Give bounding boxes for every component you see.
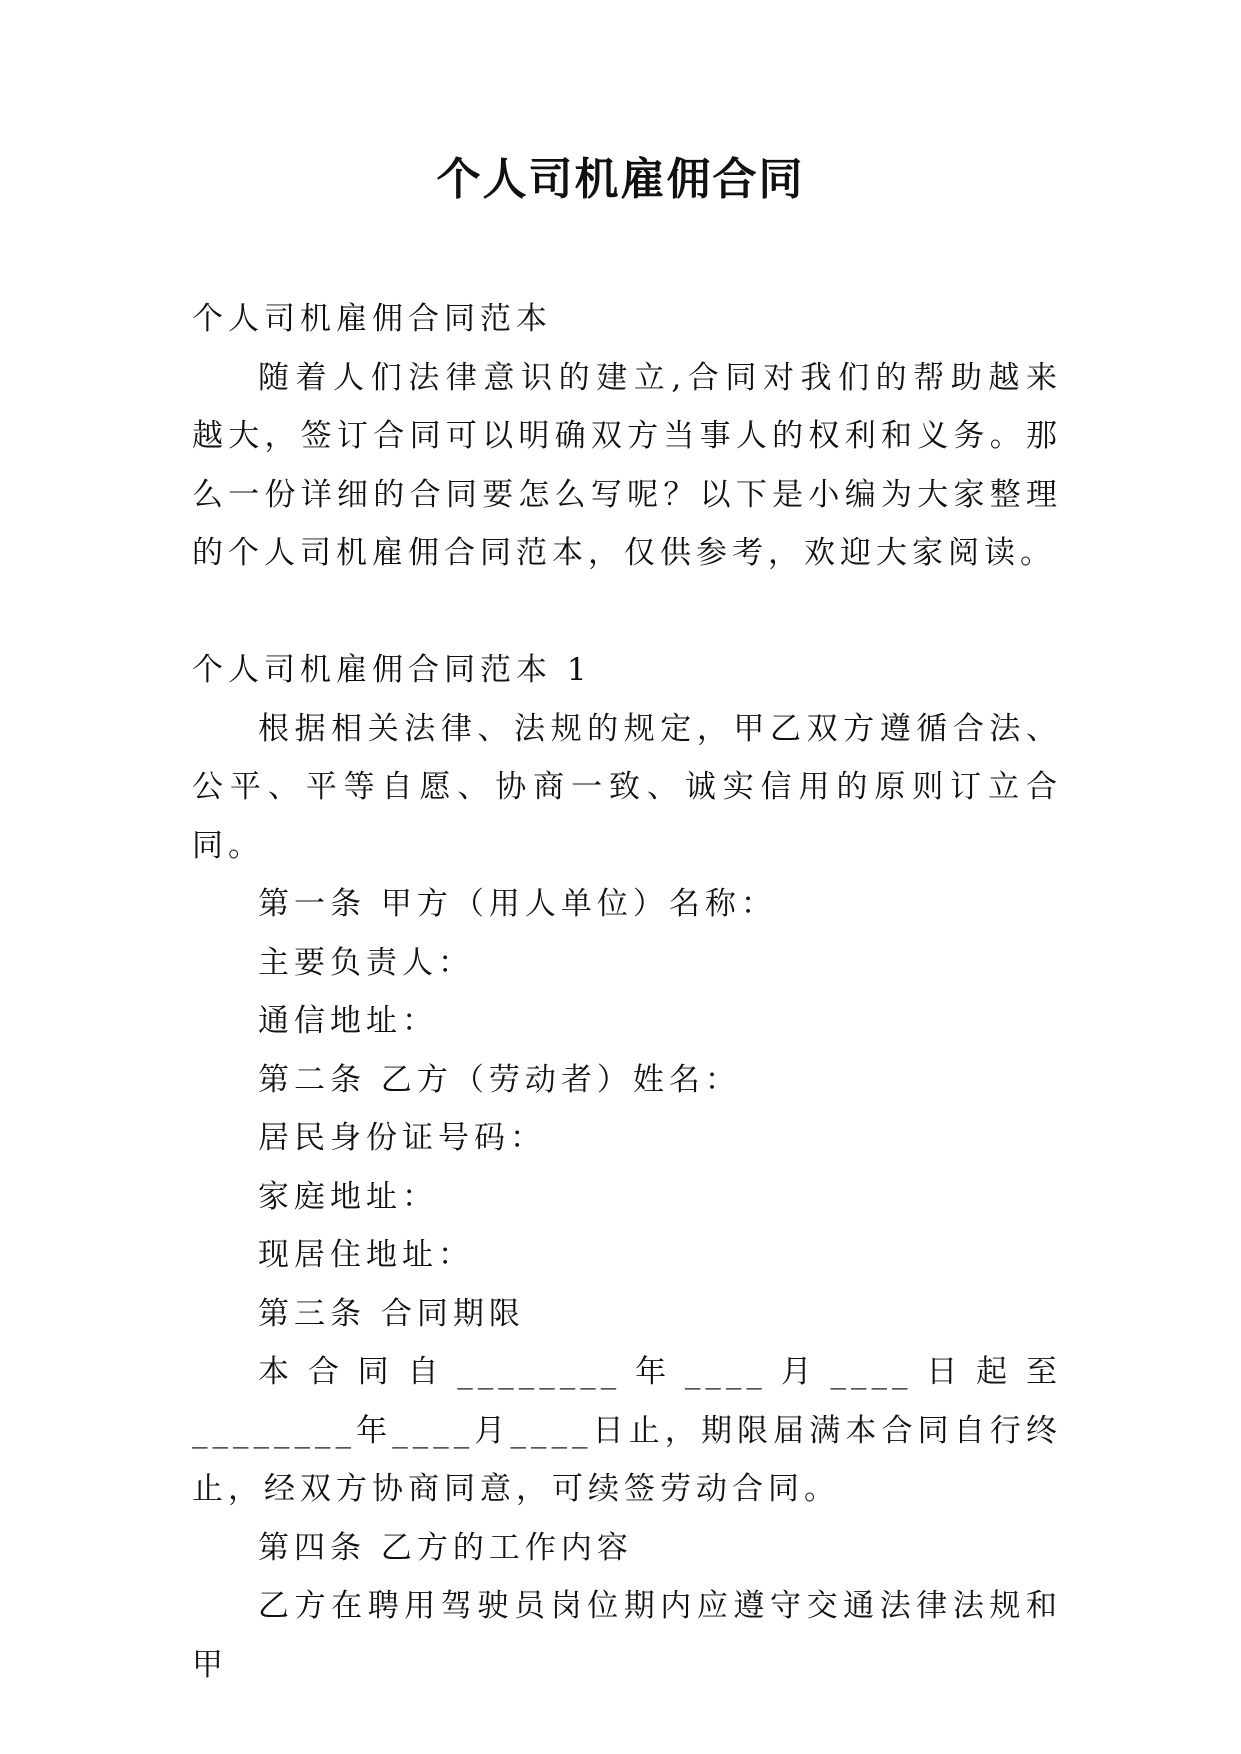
party-b-home-address: 家庭地址： xyxy=(258,1178,438,1215)
party-a-address: 通信地址： xyxy=(258,1003,438,1039)
article-4-heading: 第四条 乙方的工作内容 xyxy=(258,1529,633,1566)
section-heading-template: 个人司机雇佣合同范本 xyxy=(192,301,552,337)
party-b-id-number: 居民身份证号码： xyxy=(258,1120,546,1156)
party-b-current-address: 现居住地址： xyxy=(258,1237,474,1273)
document-body xyxy=(192,290,1062,1694)
article-1-party-a-name: 第一条 甲方（用人单位）名称： xyxy=(258,886,777,922)
preamble-paragraph: 根据相关法律、法规的规定，甲乙双方遵循合法、公平、平等自愿、协商一致、诚实信用的原则订立合同。 xyxy=(192,710,1062,864)
document-title: 个人司机雇佣合同 xyxy=(436,154,805,205)
article-4-paragraph: 乙方在聘用驾驶员岗位期内应遵守交通法律法规和甲 xyxy=(192,1588,1062,1683)
section-heading-template-1: 个人司机雇佣合同范本 1 xyxy=(192,652,592,688)
intro-paragraph: 随着人们法律意识的建立,合同对我们的帮助越来越大，签订合同可以明确双方当事人的权利和义务。那么一份详细的合同要怎么写呢？以下是小编为大家整理的个人司机雇佣合同范本，仅供参考，欢迎大家阅读。 xyxy=(192,359,1062,571)
article-3-term-paragraph: 本合同自________年____月____日起至________年____月____日止，期限届满本合同自行终止，经双方协商同意，可续签劳动合同。 xyxy=(192,1354,1062,1507)
article-3-heading: 第三条 合同期限 xyxy=(258,1295,525,1332)
party-a-principal: 主要负责人： xyxy=(258,944,474,981)
article-2-party-b-name: 第二条 乙方（劳动者）姓名： xyxy=(258,1061,741,1098)
